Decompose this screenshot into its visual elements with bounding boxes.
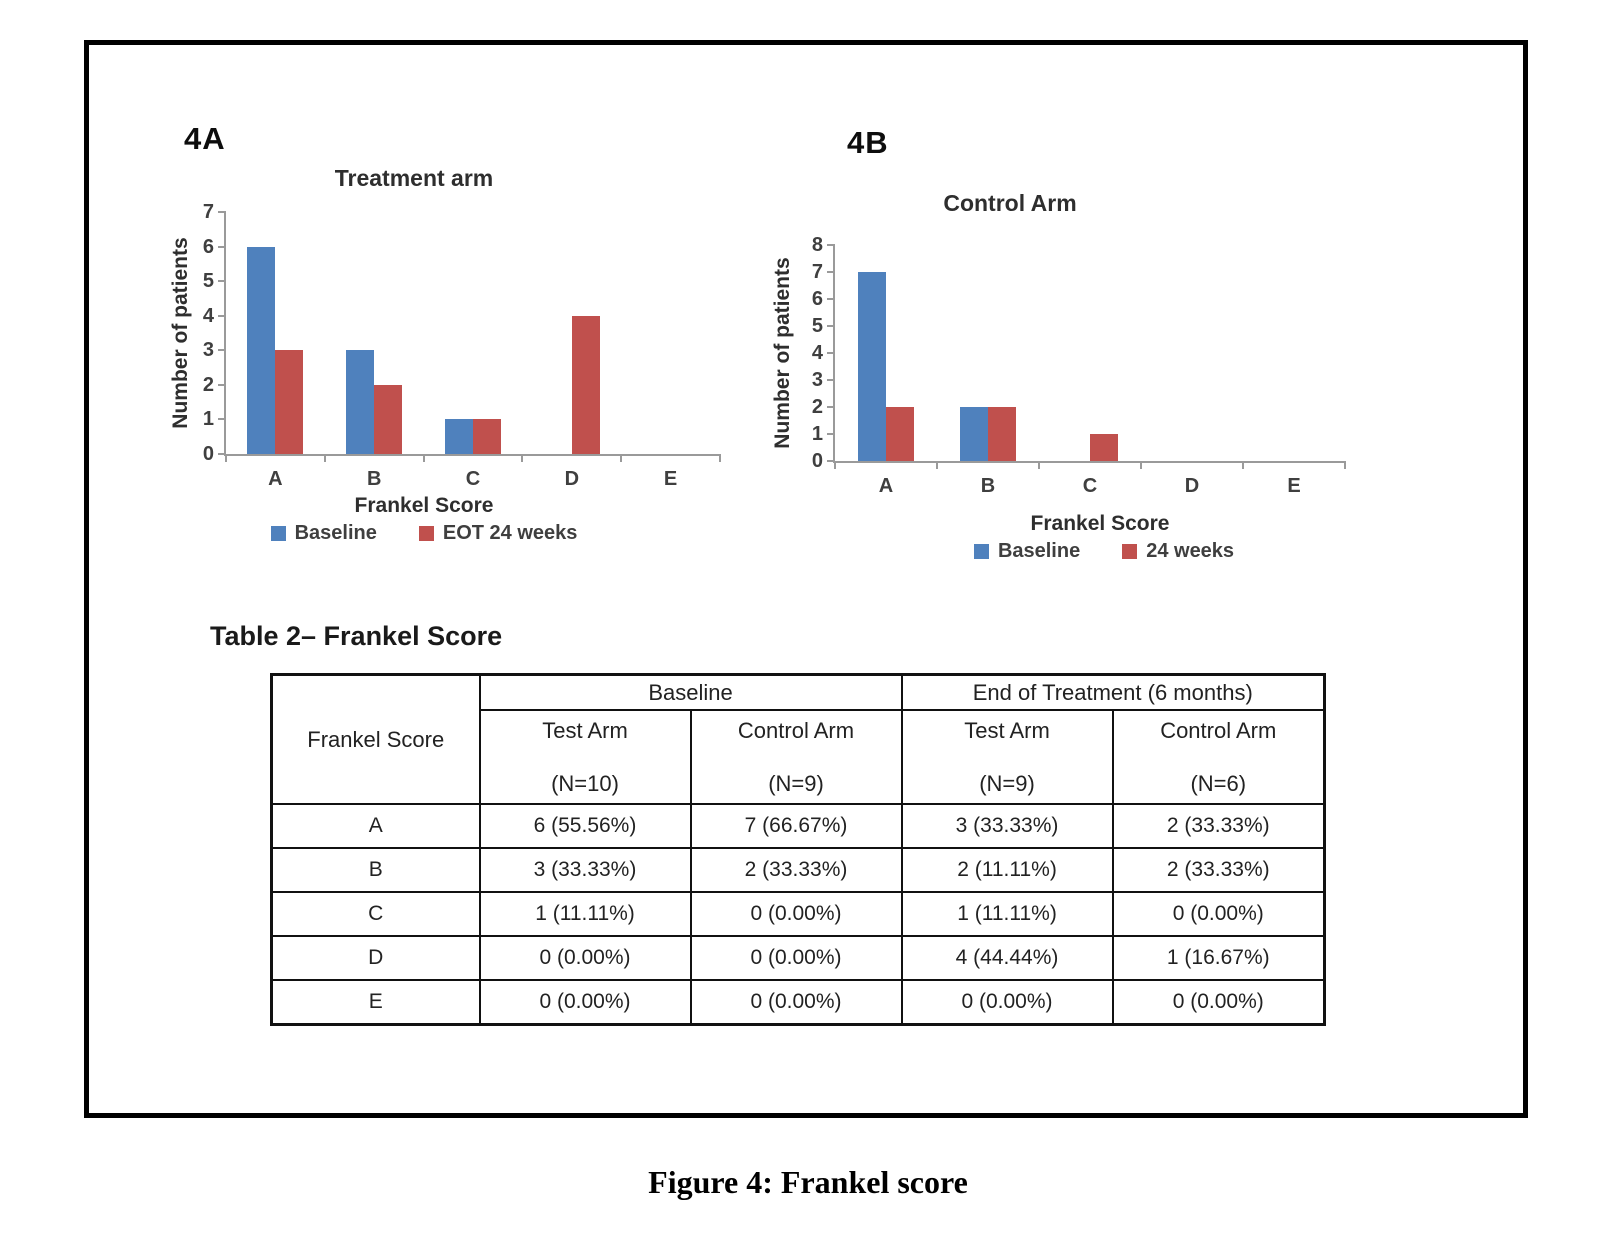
- category-cell-b: [325, 212, 424, 454]
- n-label: (N=9): [768, 770, 824, 796]
- y-tick-mark: [827, 244, 835, 246]
- treatment-arm-chart-plot: [202, 201, 720, 490]
- table-group-header-end-of-treatment: End of Treatment (6 months): [902, 675, 1325, 711]
- x-category-label-e: E: [663, 468, 678, 490]
- category-cell-d: [1141, 245, 1243, 461]
- legend-item: [271, 522, 377, 545]
- x-tick-mark: [1242, 461, 1244, 469]
- y-tick-label: 1: [811, 423, 823, 445]
- bar-a: [858, 272, 886, 461]
- x-tick-mark: [620, 454, 622, 462]
- bar-b: [960, 407, 988, 461]
- arm-label: Control Arm: [1160, 717, 1277, 743]
- y-tick-label: 5: [811, 315, 823, 337]
- arm-label: Test Arm: [964, 717, 1050, 743]
- x-tick-mark: [719, 454, 721, 462]
- bar-a: [886, 407, 914, 461]
- value-cell: 1 (16.67%): [1113, 936, 1325, 980]
- bar-b: [346, 350, 374, 454]
- table-group-header-baseline: Baseline: [480, 675, 902, 711]
- y-tick-mark: [827, 352, 835, 354]
- x-category-label-d: D: [1184, 475, 1200, 497]
- table-subheader-eot-test-arm: [902, 710, 1113, 804]
- x-category-label-e: E: [1287, 475, 1301, 497]
- y-tick-mark: [218, 418, 226, 420]
- value-cell: 0 (0.00%): [480, 980, 691, 1025]
- legend-swatch: [271, 526, 286, 541]
- n-label: (N=9): [979, 770, 1035, 796]
- x-category-label-a: A: [878, 475, 894, 497]
- value-cell: 0 (0.00%): [691, 892, 902, 936]
- n-label: (N=6): [1190, 770, 1247, 796]
- value-cell: 4 (44.44%): [902, 936, 1113, 980]
- score-cell: B: [272, 848, 480, 892]
- x-category-label-c: C: [465, 468, 481, 490]
- legend-item: [419, 522, 578, 545]
- legend-label: 24 weeks: [1146, 540, 1235, 562]
- legend-swatch: [419, 526, 434, 541]
- control-arm-chart-title: Control Arm: [943, 190, 1077, 216]
- bar-c: [473, 419, 501, 454]
- y-tick-mark: [827, 298, 835, 300]
- y-tick-label: 3: [811, 369, 823, 391]
- control-arm-x-axis-label: Frankel Score: [1030, 512, 1170, 535]
- value-cell: 1 (11.11%): [902, 892, 1113, 936]
- y-tick-mark: [827, 406, 835, 408]
- y-tick-label: 2: [202, 373, 214, 396]
- score-cell: E: [272, 980, 480, 1025]
- table-group-header-row: [272, 675, 1325, 711]
- value-cell: 2 (33.33%): [1113, 804, 1325, 848]
- value-cell: 7 (66.67%): [691, 804, 902, 848]
- y-tick-mark: [218, 349, 226, 351]
- category-cell-e: [621, 212, 720, 454]
- legend-item: [974, 540, 1080, 563]
- value-cell: 1 (11.11%): [480, 892, 691, 936]
- table-row: [272, 936, 1325, 980]
- value-cell: 0 (0.00%): [1113, 980, 1325, 1025]
- bar-c: [1090, 434, 1118, 461]
- x-tick-mark: [936, 461, 938, 469]
- x-tick-mark: [324, 454, 326, 462]
- arm-label: Control Arm: [737, 717, 855, 743]
- value-cell: 3 (33.33%): [902, 804, 1113, 848]
- treatment-arm-legend: [174, 522, 674, 545]
- value-cell: 2 (11.11%): [902, 848, 1113, 892]
- x-tick-mark: [1344, 461, 1346, 469]
- y-tick-mark: [218, 211, 226, 213]
- table-subheader-eot-control-arm: [1113, 710, 1325, 804]
- x-tick-mark: [225, 454, 227, 462]
- y-tick-label: 8: [811, 234, 823, 256]
- panel-label-4a: 4A: [184, 121, 226, 156]
- score-cell: A: [272, 804, 480, 848]
- y-tick-label: 0: [811, 450, 823, 472]
- bar-d: [572, 316, 600, 454]
- y-tick-label: 7: [811, 261, 823, 283]
- category-cells: [226, 212, 720, 454]
- x-tick-mark: [521, 454, 523, 462]
- treatment-arm-y-axis-label: Number of patients: [169, 237, 192, 429]
- category-cell-b: [937, 245, 1039, 461]
- value-cell: 0 (0.00%): [480, 936, 691, 980]
- y-tick-mark: [218, 315, 226, 317]
- table-subheader-baseline-test-arm: [480, 710, 691, 804]
- y-tick-label: 4: [202, 304, 214, 327]
- figure-caption: Figure 4: Frankel score: [648, 1164, 968, 1200]
- x-tick-mark: [1140, 461, 1142, 469]
- x-category-label-a: A: [268, 468, 283, 490]
- treatment-arm-x-axis-label: Frankel Score: [354, 494, 494, 517]
- n-label: (N=10): [551, 770, 619, 796]
- arm-label: Test Arm: [542, 717, 628, 743]
- y-tick-mark: [827, 433, 835, 435]
- table-row: [272, 848, 1325, 892]
- y-tick-mark: [827, 379, 835, 381]
- legend-label: Baseline: [294, 522, 377, 544]
- table-row: [272, 892, 1325, 936]
- category-cell-d: [522, 212, 621, 454]
- x-category-label-c: C: [1082, 475, 1098, 497]
- bar-c: [445, 419, 473, 454]
- panel-label-4b: 4B: [847, 125, 889, 160]
- frankel-score-table: [270, 673, 1326, 1026]
- control-arm-legend: [854, 540, 1354, 563]
- y-tick-label: 7: [202, 201, 214, 223]
- y-tick-label: 2: [811, 396, 823, 418]
- y-tick-label: 0: [202, 443, 214, 465]
- table-row: [272, 804, 1325, 848]
- bar-a: [247, 247, 275, 454]
- x-tick-mark: [834, 461, 836, 469]
- value-cell: 3 (33.33%): [480, 848, 691, 892]
- value-cell: 0 (0.00%): [902, 980, 1113, 1025]
- table-title: Table 2– Frankel Score: [210, 621, 503, 651]
- legend-swatch: [1122, 544, 1137, 559]
- value-cell: 0 (0.00%): [691, 980, 902, 1025]
- y-tick-label: 5: [202, 270, 214, 293]
- y-tick-label: 3: [202, 339, 214, 362]
- x-category-label-b: B: [980, 475, 996, 497]
- value-cell: 6 (55.56%): [480, 804, 691, 848]
- x-tick-mark: [423, 454, 425, 462]
- y-tick-label: 4: [811, 342, 823, 364]
- bar-b: [374, 385, 402, 454]
- category-cell-a: [226, 212, 325, 454]
- y-tick-mark: [827, 325, 835, 327]
- y-tick-label: 6: [811, 288, 823, 310]
- category-cell-c: [1039, 245, 1141, 461]
- x-category-label-b: B: [366, 468, 382, 490]
- y-tick-label: 1: [202, 408, 214, 431]
- y-tick-mark: [218, 280, 226, 282]
- bar-b: [988, 407, 1016, 461]
- value-cell: 0 (0.00%): [691, 936, 902, 980]
- table-subheader-baseline-control-arm: [691, 710, 902, 804]
- value-cell: 2 (33.33%): [1113, 848, 1325, 892]
- y-tick-label: 6: [202, 235, 214, 258]
- table-row: [272, 980, 1325, 1025]
- x-tick-mark: [1038, 461, 1040, 469]
- value-cell: 2 (33.33%): [691, 848, 902, 892]
- figure-border-frame: [84, 40, 1528, 1118]
- category-cell-e: [1243, 245, 1345, 461]
- score-cell: D: [272, 936, 480, 980]
- category-cell-c: [424, 212, 523, 454]
- x-category-label-d: D: [564, 468, 580, 490]
- legend-swatch: [974, 544, 989, 559]
- legend-item: [1122, 540, 1234, 563]
- category-cell-a: [835, 245, 937, 461]
- score-cell: C: [272, 892, 480, 936]
- table-row-header-frankel-score: Frankel Score: [272, 675, 480, 805]
- control-arm-y-axis-label: Number of patients: [771, 257, 794, 449]
- bar-a: [275, 350, 303, 454]
- category-cells: [835, 245, 1345, 461]
- treatment-arm-chart-title: Treatment arm: [334, 165, 494, 191]
- y-tick-mark: [218, 246, 226, 248]
- legend-label: EOT 24 weeks: [442, 522, 578, 544]
- control-arm-chart-plot: [811, 234, 1345, 497]
- y-tick-mark: [827, 271, 835, 273]
- value-cell: 0 (0.00%): [1113, 892, 1325, 936]
- y-tick-mark: [218, 384, 226, 386]
- legend-label: Baseline: [997, 540, 1081, 562]
